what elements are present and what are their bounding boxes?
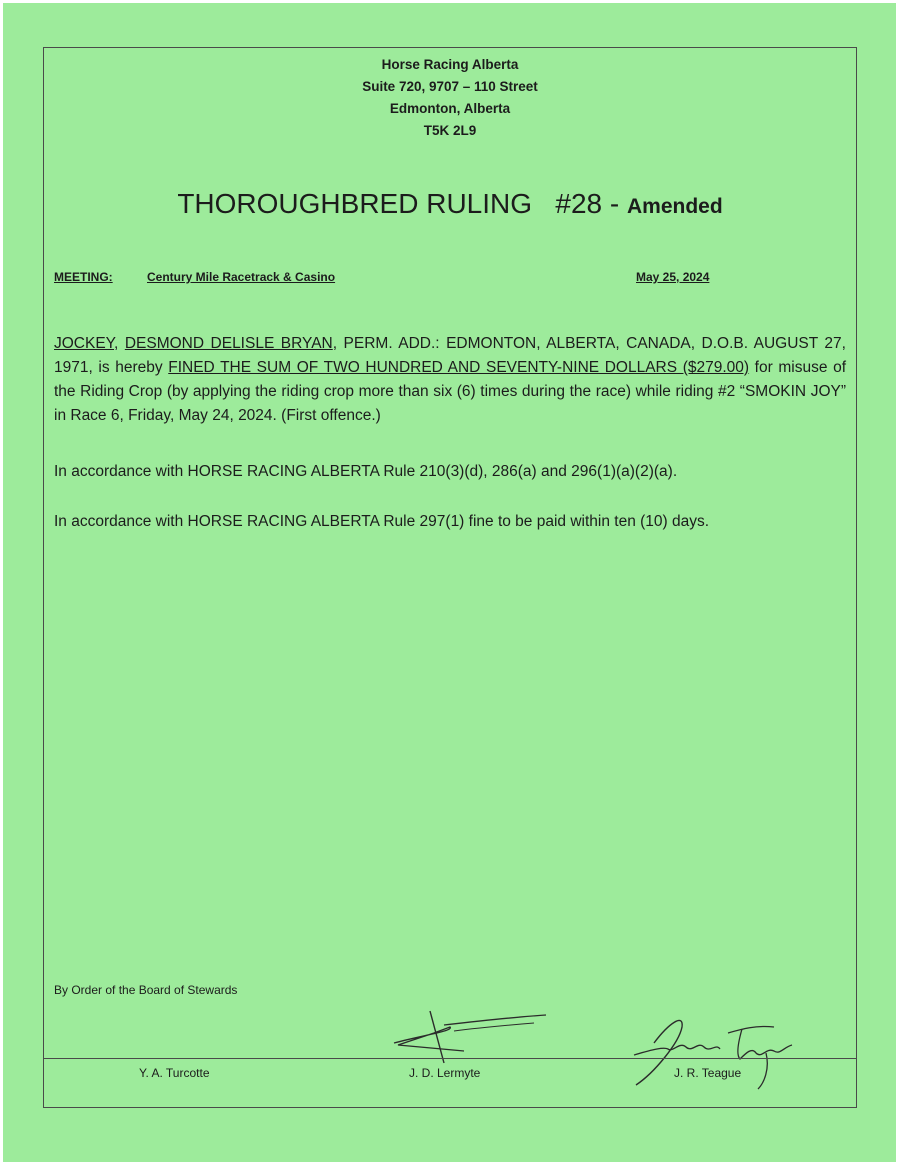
rule-reference-2: In accordance with HORSE RACING ALBERTA Rule 297(1) fine to be paid within ten (10) days.: [54, 513, 710, 530]
lermyte-signature: [384, 1003, 554, 1073]
signature-line: [44, 1058, 856, 1059]
meeting-venue: Century Mile Racetrack & Casino: [147, 270, 336, 284]
letterhead: [44, 54, 856, 142]
ruling-paragraph: [54, 332, 846, 428]
page-title: [44, 188, 856, 220]
steward-teague: J. R. Teague: [674, 1066, 742, 1080]
meeting-date: May 25, 2024: [636, 270, 710, 284]
rule-reference-1: In accordance with HORSE RACING ALBERTA Rule 210(3)(d), 286(a) and 296(1)(a)(2)(a).: [54, 463, 678, 480]
steward-lermyte: J. D. Lermyte: [409, 1066, 481, 1080]
address-line-1: Suite 720, 9707 – 110 Street: [362, 79, 538, 94]
org-name: Horse Racing Alberta: [381, 57, 519, 72]
ruling-role: JOCKEY: [54, 335, 115, 352]
address-line-2: Edmonton, Alberta: [389, 101, 511, 116]
meeting-row: [54, 270, 854, 290]
document-frame: [43, 47, 857, 1108]
ruling-sep: ,: [114, 335, 125, 352]
meeting-label: MEETING:: [54, 270, 113, 284]
fine-amount: FINED THE SUM OF TWO HUNDRED AND SEVENTY-NINE DOLLARS ($279.00): [168, 359, 750, 376]
board-order: By Order of the Board of Stewards: [54, 983, 238, 997]
ruling-page: [3, 3, 896, 1162]
ruling-reason: for misuse of the Riding Crop (by applying the riding crop more than six (6) times during the race) while riding #2 “SMOKIN JOY” in Race 6, Friday, May 24, 2024. (First offence.): [54, 359, 847, 424]
title-dash: -: [609, 188, 620, 219]
ruling-details: , PERM. ADD.: EDMONTON, ALBERTA, CANADA, D.O.B. AUGUST 27, 1971, is hereby: [54, 335, 846, 376]
steward-turcotte: Y. A. Turcotte: [139, 1066, 210, 1080]
jockey-name: DESMOND DELISLE BRYAN: [124, 335, 333, 352]
amended-label: Amended: [626, 195, 723, 218]
title-main: THOROUGHBRED RULING: [177, 188, 533, 219]
ruling-number: #28: [555, 188, 603, 219]
postal-code: T5K 2L9: [423, 123, 477, 138]
